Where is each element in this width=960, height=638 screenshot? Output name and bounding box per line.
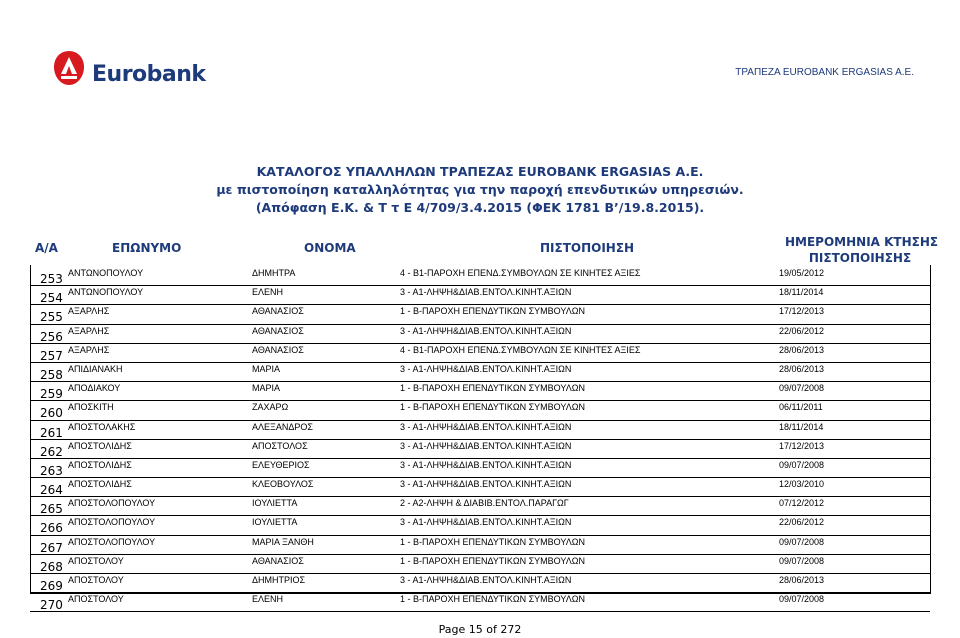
date-cell: 17/12/2013: [779, 440, 825, 451]
employee-table: [30, 267, 930, 612]
surname-cell: ΑΠΟΣΚΙΤΗ: [68, 402, 114, 413]
date-cell: 18/11/2014: [779, 287, 824, 298]
date-cell: 07/12/2012: [779, 498, 825, 509]
table-row: [30, 305, 930, 324]
surname-cell: ΑΠΟΣΤΟΛΟΥ: [68, 555, 124, 566]
certification-cell: 3 - Α1-ΛΗΨΗ&ΔΙΑΒ.ΕΝΤΟΛ.ΚΙΝΗΤ.ΑΞΙΩΝ: [400, 479, 572, 490]
name-cell: ΙΟΥΛΙΕΤΤΑ: [252, 498, 298, 509]
date-cell: 17/12/2013: [779, 306, 825, 317]
row-number: 260: [40, 406, 63, 421]
date-cell: 09/07/2008: [779, 555, 825, 566]
name-cell: ΔΗΜΗΤΡΑ: [252, 268, 296, 278]
surname-cell: ΑΠΟΣΤΟΛΑΚΗΣ: [68, 421, 136, 432]
table-row: [30, 401, 930, 420]
surname-cell: ΑΠΟΣΤΟΛΟΠΟΥΛΟΥ: [68, 517, 156, 528]
eurobank-logo-icon: [52, 50, 86, 90]
certification-cell: 3 - Α1-ΛΗΨΗ&ΔΙΑΒ.ΕΝΤΟΛ.ΚΙΝΗΤ.ΑΞΙΩΝ: [400, 440, 572, 451]
surname-cell: ΑΞΑΡΛΗΣ: [68, 344, 110, 355]
name-cell: ΙΟΥΛΙΕΤΤΑ: [252, 517, 298, 528]
table-row: [30, 459, 930, 478]
date-cell: 09/07/2008: [779, 594, 825, 605]
date-cell: 09/07/2008: [779, 383, 825, 394]
header-subtitle: με πιστοποίηση καταλληλότητας για την παροχή επενδυτικών υπηρεσιών.: [216, 182, 744, 197]
certification-cell: 3 - Α1-ΛΗΨΗ&ΔΙΑΒ.ΕΝΤΟΛ.ΚΙΝΗΤ.ΑΞΙΩΝ: [400, 325, 572, 336]
surname-cell: ΑΞΑΡΛΗΣ: [68, 325, 110, 336]
row-number: 265: [40, 502, 63, 517]
certification-cell: 1 - Β-ΠΑΡΟΧΗ ΕΠΕΝΔΥΤΙΚΩΝ ΣΥΜΒΟΥΛΩΝ: [400, 306, 585, 317]
column-header-date: [785, 234, 939, 266]
column-header-date-line2: ΠΙΣΤΟΠΟΙΗΣΗΣ: [808, 251, 912, 265]
row-number: 270: [40, 598, 63, 613]
table-row: [30, 286, 930, 305]
name-cell: ΑΘΑΝΑΣΙΟΣ: [252, 344, 304, 355]
table-row: [30, 325, 930, 344]
logo-text: Eurobank: [92, 62, 206, 87]
certification-cell: 4 - Β1-ΠΑΡΟΧΗ ΕΠΕΝΔ.ΣΥΜΒΟΥΛΩΝ ΣΕ ΚΙΝΗΤΕΣ ΑΞΙΕΣ: [400, 268, 641, 278]
name-cell: ΕΛΕΝΗ: [252, 594, 284, 605]
certification-cell: 1 - Β-ΠΑΡΟΧΗ ΕΠΕΝΔΥΤΙΚΩΝ ΣΥΜΒΟΥΛΩΝ: [400, 383, 585, 394]
surname-cell: ΑΠΟΔΙΑΚΟΥ: [68, 383, 121, 394]
surname-cell: ΑΠΟΣΤΟΛΟΠΟΥΛΟΥ: [68, 498, 156, 509]
table-row: [30, 478, 930, 497]
document-header: [0, 163, 960, 217]
surname-cell: ΑΠΟΣΤΟΛΙΔΗΣ: [68, 479, 132, 490]
surname-cell: ΑΠΟΣΤΟΛΙΔΗΣ: [68, 459, 132, 470]
surname-cell: ΑΠΟΣΤΟΛΙΔΗΣ: [68, 440, 132, 451]
surname-cell: ΑΠΟΣΤΟΛΟΠΟΥΛΟΥ: [68, 536, 156, 547]
table-row: [30, 536, 930, 555]
row-number: 258: [40, 367, 63, 382]
table-row: [30, 497, 930, 516]
date-cell: 09/07/2008: [779, 536, 825, 547]
column-header-date-line1: ΗΜΕΡΟΜΗΝΙΑ ΚΤΗΣΗΣ: [785, 235, 939, 249]
table-row: [30, 574, 930, 593]
table-row: [30, 440, 930, 459]
name-cell: ΑΠΟΣΤΟΛΟΣ: [252, 440, 308, 451]
table-row: [30, 267, 930, 286]
row-number: 267: [40, 540, 63, 555]
surname-cell: ΑΝΤΩΝΟΠΟΥΛΟΥ: [68, 287, 144, 298]
header-reference: (Απόφαση Ε.Κ. & Τ τ Ε 4/709/3.4.2015 (ΦΕΚ 1781 Β’/19.8.2015).: [255, 200, 705, 215]
date-cell: 22/06/2012: [779, 517, 825, 528]
page-number: Page 15 of 272: [438, 623, 522, 636]
table-row: [30, 363, 930, 382]
surname-cell: ΑΠΙΔΙΑΝΑΚΗ: [68, 363, 123, 374]
table-row: [30, 593, 930, 612]
certification-cell: 3 - Α1-ΛΗΨΗ&ΔΙΑΒ.ΕΝΤΟΛ.ΚΙΝΗΤ.ΑΞΙΩΝ: [400, 287, 572, 298]
surname-cell: ΑΠΟΣΤΟΛΟΥ: [68, 594, 124, 605]
header-title: ΚΑΤΑΛΟΓΟΣ ΥΠΑΛΛΗΛΩΝ ΤΡΑΠΕΖΑΣ EUROBANK ERGASIAS A.E.: [256, 164, 704, 179]
column-header-name: ΟΝΟΜΑ: [304, 241, 356, 255]
name-cell: ΑΘΑΝΑΣΙΟΣ: [252, 555, 304, 566]
column-header-cert: ΠΙΣΤΟΠΟΙΗΣΗ: [540, 241, 635, 255]
certification-cell: 3 - Α1-ΛΗΨΗ&ΔΙΑΒ.ΕΝΤΟΛ.ΚΙΝΗΤ.ΑΞΙΩΝ: [400, 517, 572, 528]
date-cell: 28/06/2013: [779, 575, 825, 585]
name-cell: ΑΘΑΝΑΣΙΟΣ: [252, 306, 304, 317]
certification-cell: 1 - Β-ΠΑΡΟΧΗ ΕΠΕΝΔΥΤΙΚΩΝ ΣΥΜΒΟΥΛΩΝ: [400, 402, 585, 413]
name-cell: ΖΑΧΑΡΩ: [252, 402, 289, 413]
certification-cell: 3 - Α1-ΛΗΨΗ&ΔΙΑΒ.ΕΝΤΟΛ.ΚΙΝΗΤ.ΑΞΙΩΝ: [400, 363, 572, 374]
eurobank-logo: [52, 50, 206, 98]
name-cell: ΑΛΕΞΑΝΔΡΟΣ: [252, 421, 313, 432]
name-cell: ΕΛΕΝΗ: [252, 287, 284, 298]
certification-cell: 1 - Β-ΠΑΡΟΧΗ ΕΠΕΝΔΥΤΙΚΩΝ ΣΥΜΒΟΥΛΩΝ: [400, 594, 585, 605]
name-cell: ΕΛΕΥΘΕΡΙΟΣ: [252, 459, 310, 470]
certification-cell: 3 - Α1-ΛΗΨΗ&ΔΙΑΒ.ΕΝΤΟΛ.ΚΙΝΗΤ.ΑΞΙΩΝ: [400, 575, 572, 585]
certification-cell: 3 - Α1-ΛΗΨΗ&ΔΙΑΒ.ΕΝΤΟΛ.ΚΙΝΗΤ.ΑΞΙΩΝ: [400, 421, 572, 432]
name-cell: ΜΑΡΙΑ: [252, 363, 281, 374]
table-row: [30, 382, 930, 401]
date-cell: 22/06/2012: [779, 325, 825, 336]
date-cell: 18/11/2014: [779, 421, 824, 432]
certification-cell: 3 - Α1-ΛΗΨΗ&ΔΙΑΒ.ΕΝΤΟΛ.ΚΙΝΗΤ.ΑΞΙΩΝ: [400, 459, 572, 470]
surname-cell: ΑΝΤΩΝΟΠΟΥΛΟΥ: [68, 268, 144, 278]
surname-cell: ΑΠΟΣΤΟΛΟΥ: [68, 575, 124, 585]
name-cell: ΜΑΡΙΑ: [252, 383, 281, 394]
row-number: 259: [40, 387, 63, 402]
row-number: 264: [40, 483, 63, 498]
row-number: 266: [40, 521, 63, 536]
certification-cell: 1 - Β-ΠΑΡΟΧΗ ΕΠΕΝΔΥΤΙΚΩΝ ΣΥΜΒΟΥΛΩΝ: [400, 555, 585, 566]
row-number: 261: [40, 425, 63, 440]
surname-cell: ΑΞΑΡΛΗΣ: [68, 306, 110, 317]
row-number: 254: [40, 291, 63, 306]
table-row: [30, 555, 930, 574]
certification-cell: 2 - Α2-ΛΗΨΗ & ΔΙΑΒΙΒ.ΕΝΤΟΛ.ΠΑΡΑΓΩΓ: [400, 498, 569, 509]
company-name: ΤΡΑΠΕΖΑ EUROBANK ERGASIAS A.E.: [735, 67, 914, 78]
name-cell: ΑΘΑΝΑΣΙΟΣ: [252, 325, 304, 336]
certification-cell: 4 - Β1-ΠΑΡΟΧΗ ΕΠΕΝΔ.ΣΥΜΒΟΥΛΩΝ ΣΕ ΚΙΝΗΤΕΣ ΑΞΙΕΣ: [400, 344, 641, 355]
name-cell: ΔΗΜΗΤΡΙΟΣ: [252, 575, 306, 585]
table-row: [30, 516, 930, 535]
row-number: 257: [40, 348, 63, 363]
row-number: 269: [40, 579, 63, 593]
table-row: [30, 421, 930, 440]
date-cell: 28/06/2013: [779, 344, 825, 355]
date-cell: 06/11/2011: [779, 402, 823, 413]
date-cell: 12/03/2010: [779, 479, 825, 490]
date-cell: 28/06/2013: [779, 363, 825, 374]
row-number: 268: [40, 559, 63, 574]
row-number: 253: [40, 272, 63, 286]
table-row: [30, 344, 930, 363]
date-cell: 09/07/2008: [779, 459, 825, 470]
row-number: 263: [40, 463, 63, 478]
column-header-surname: ΕΠΩΝΥΜΟ: [112, 241, 182, 255]
row-number: 256: [40, 329, 63, 344]
column-header-aa: Α/Α: [35, 241, 58, 255]
certification-cell: 1 - Β-ΠΑΡΟΧΗ ΕΠΕΝΔΥΤΙΚΩΝ ΣΥΜΒΟΥΛΩΝ: [400, 536, 585, 547]
row-number: 262: [40, 444, 63, 459]
date-cell: 19/05/2012: [779, 268, 825, 278]
name-cell: ΜΑΡΙΑ ΞΑΝΘΗ: [252, 536, 314, 547]
name-cell: ΚΛΕΟΒΟΥΛΟΣ: [252, 479, 314, 490]
row-number: 255: [40, 310, 63, 325]
